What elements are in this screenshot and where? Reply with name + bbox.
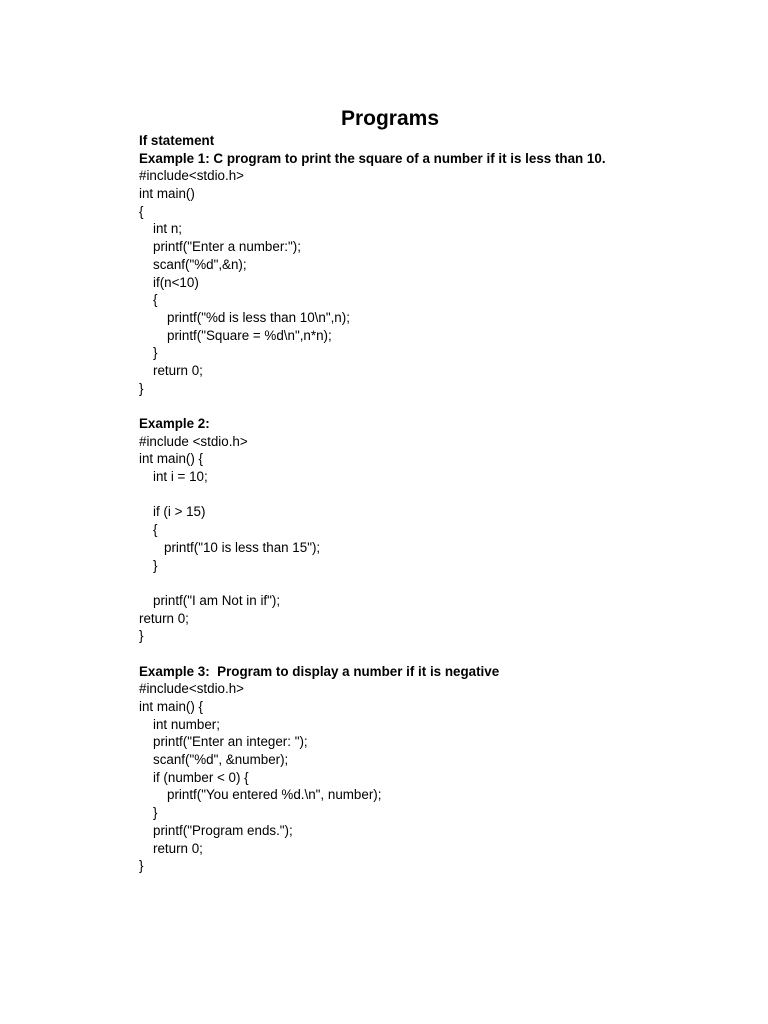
code-line: {: [139, 203, 144, 219]
code-line: scanf("%d",&n);: [153, 256, 247, 272]
example-3-heading: Example 3: Program to display a number if it is negative: [139, 663, 500, 679]
code-line: if(n<10): [153, 274, 199, 290]
code-line: return 0;: [153, 362, 203, 378]
blank-line: [139, 486, 739, 504]
code-line: printf("Program ends.");: [153, 822, 293, 838]
code-line: int number;: [153, 716, 220, 732]
code-line: #include <stdio.h>: [139, 433, 248, 449]
document-body: [139, 132, 739, 875]
code-line: }: [153, 557, 158, 573]
blank-line: [139, 645, 739, 663]
code-line: printf("Square = %d\n",n*n);: [167, 327, 332, 343]
code-line: printf("Enter a number:");: [153, 239, 301, 255]
code-line: }: [139, 380, 144, 396]
code-line: #include<stdio.h>: [139, 168, 244, 184]
code-line: #include<stdio.h>: [139, 681, 244, 697]
code-line: {: [153, 522, 158, 538]
code-line: printf("You entered %d.\n", number);: [167, 787, 382, 803]
code-line: if (number < 0) {: [153, 769, 249, 785]
code-line: if (i > 15): [153, 504, 206, 520]
code-line: printf("10 is less than 15");: [164, 539, 321, 555]
code-line: return 0;: [139, 610, 189, 626]
code-line: return 0;: [153, 840, 203, 856]
code-line: printf("%d is less than 10\n",n);: [167, 309, 350, 325]
code-line: {: [153, 292, 158, 308]
example-1-heading: Example 1: C program to print the square of a number if it is less than 10.: [139, 150, 606, 166]
code-line: int n;: [153, 221, 183, 237]
blank-line: [139, 397, 739, 415]
page-title: Programs: [340, 107, 440, 130]
code-line: scanf("%d", &number);: [153, 752, 289, 768]
code-line: }: [139, 628, 144, 644]
section-heading: If statement: [139, 133, 215, 148]
example-2-heading: Example 2:: [139, 416, 210, 431]
code-line: int i = 10;: [153, 469, 208, 485]
code-line: int main() {: [139, 699, 203, 714]
code-line: int main() {: [139, 451, 203, 467]
code-line: }: [153, 805, 158, 821]
code-line: }: [153, 345, 158, 361]
code-line: int main(): [139, 186, 195, 202]
code-line: }: [139, 858, 144, 874]
blank-line: [139, 574, 739, 592]
code-line: printf("I am Not in if");: [153, 592, 281, 608]
code-line: printf("Enter an integer: ");: [153, 734, 308, 750]
